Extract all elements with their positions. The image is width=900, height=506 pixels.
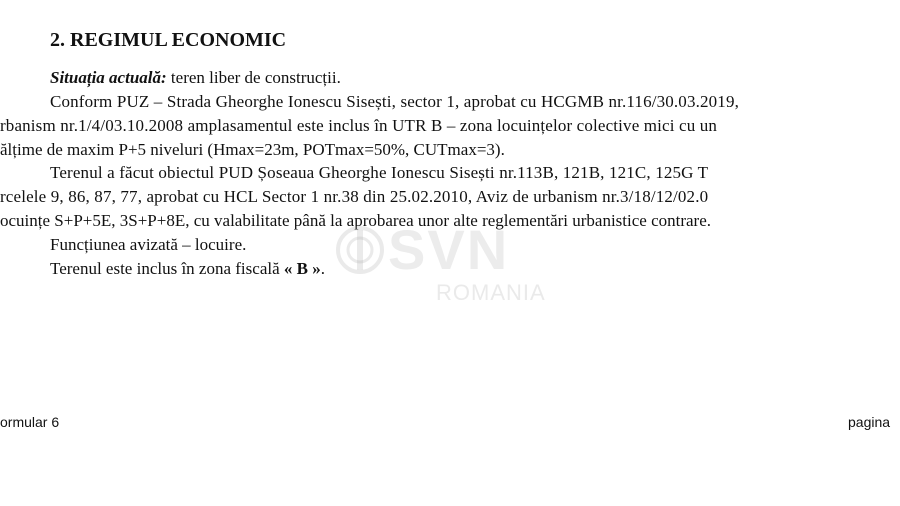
paragraph-line-3: rbanism nr.1/4/03.10.2008 amplasamentul este inclus în UTR B – zona locuințelor colective mici cu un xyxy=(0,116,718,135)
paragraph-line-5: Terenul a făcut obiectul PUD Șoseaua Gheorghe Ionescu Sisești nr.113B, 121B, 121C, 125G T xyxy=(50,163,709,182)
watermark-brand: SVN xyxy=(388,218,510,281)
paragraph-line-9 xyxy=(50,259,325,279)
zona-fiscala-text: Terenul este inclus în zona fiscală xyxy=(50,259,284,278)
paragraph-line-7: ocuințe S+P+5E, 3S+P+8E, cu valabilitate până la aprobarea unor alte reglementări urbanistice contrare. xyxy=(0,211,712,230)
footer-right: pagina xyxy=(848,414,891,430)
svn-logo-icon xyxy=(334,224,386,276)
watermark xyxy=(318,220,588,320)
situatia-label: Situația actuală: xyxy=(50,68,167,87)
zona-fiscala-suffix: . xyxy=(320,259,325,278)
paragraph-line-8: Funcțiunea avizată – locuire. xyxy=(50,235,247,254)
situatia-text: teren liber de construcții. xyxy=(166,68,341,87)
paragraph-line-4: ălțime de maxim P+5 niveluri (Hmax=23m, POTmax=50%, CUTmax=3). xyxy=(0,140,505,159)
section-heading: 2. REGIMUL ECONOMIC xyxy=(50,29,287,51)
paragraph-line-2: Conform PUZ – Strada Gheorghe Ionescu Sisești, sector 1, aprobat cu HCGMB nr.116/30.03.2019, xyxy=(50,92,739,111)
watermark-sub: ROMANIA xyxy=(436,280,546,305)
paragraph-line-6: rcelele 9, 86, 87, 77, aprobat cu HCL Sector 1 nr.38 din 25.02.2010, Aviz de urbanism nr.3/18/12/02.0 xyxy=(0,187,709,206)
footer-left: ormular 6 xyxy=(0,414,60,430)
situatia-line xyxy=(50,68,341,88)
zona-fiscala-value: « B » xyxy=(283,259,321,278)
